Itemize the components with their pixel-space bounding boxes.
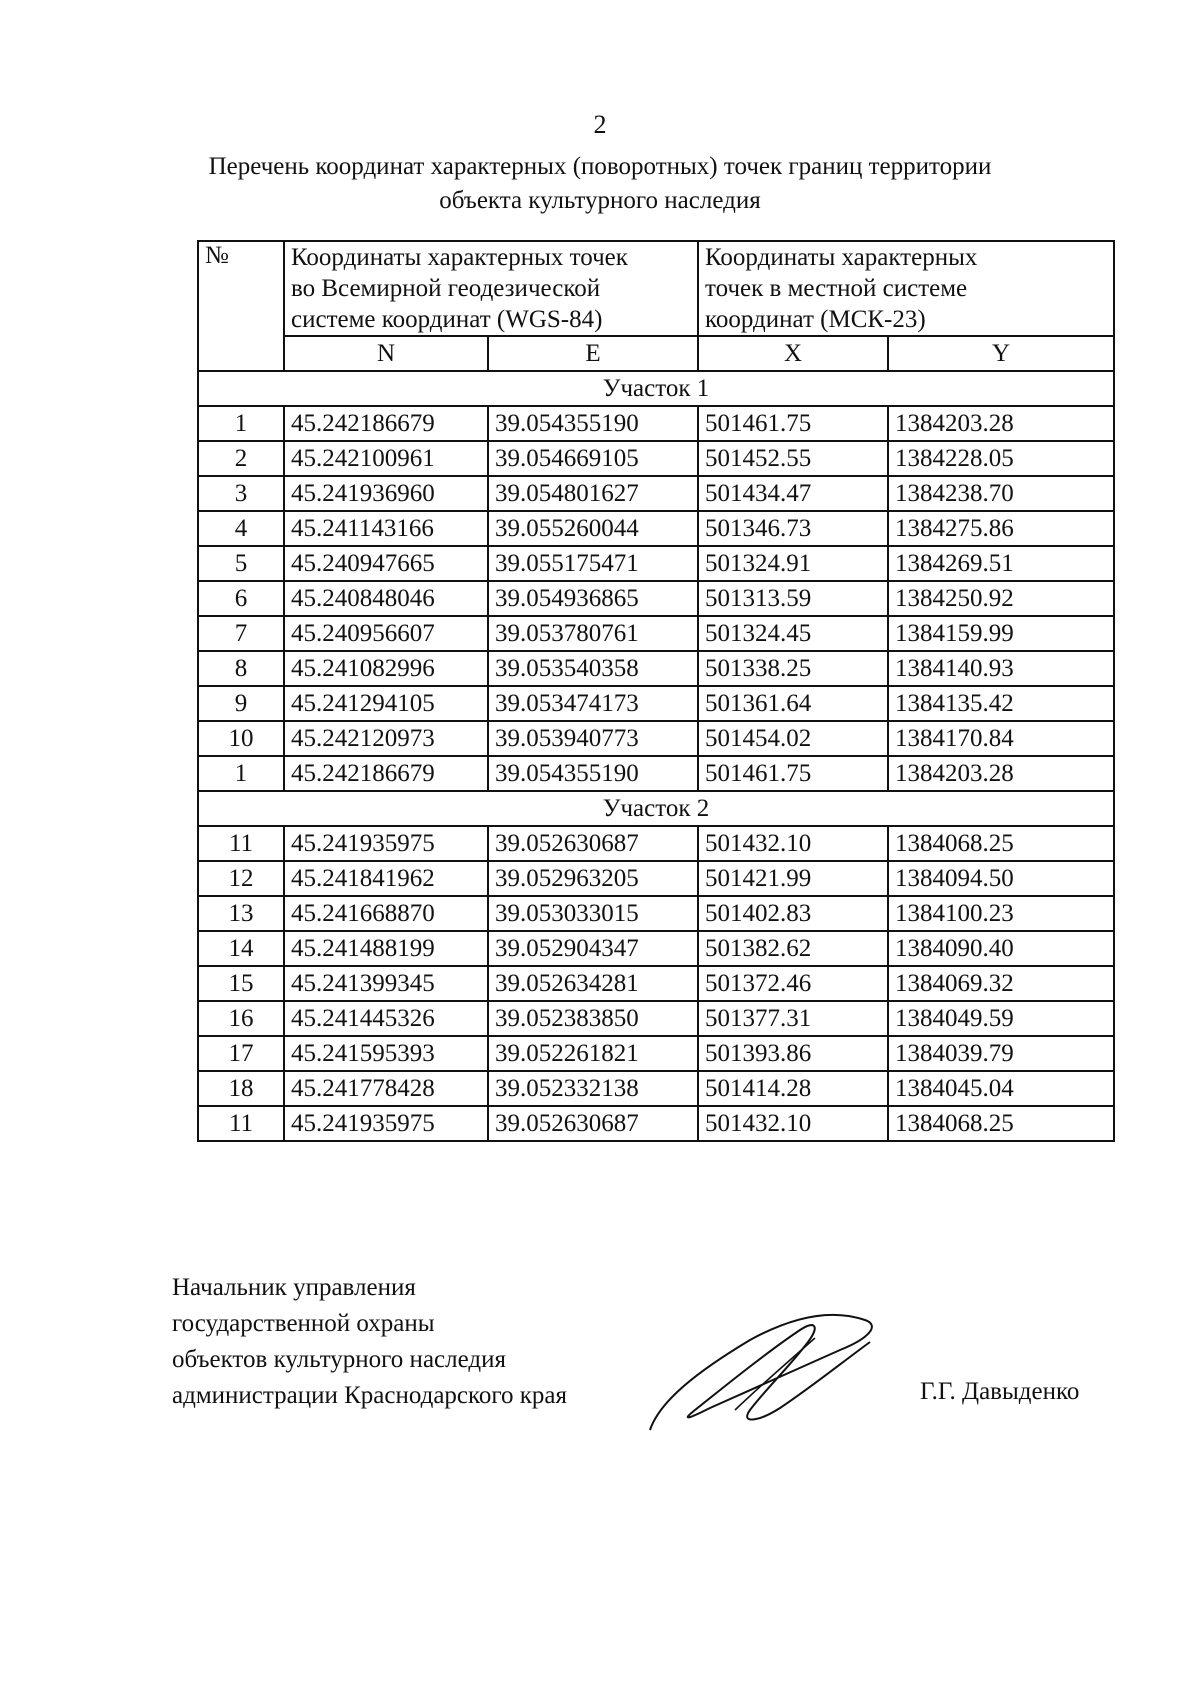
coord-e: 39.052904347 xyxy=(488,931,698,966)
table-row xyxy=(198,511,1114,546)
coord-x: 501432.10 xyxy=(698,1106,888,1141)
coord-n: 45.241778428 xyxy=(284,1071,488,1106)
section-row xyxy=(198,791,1114,826)
signer-name: Г.Г. Давыденко xyxy=(920,1378,1080,1405)
header-e: E xyxy=(488,336,698,371)
coord-y: 1384238.70 xyxy=(888,476,1114,511)
position-line: государственной охраны xyxy=(172,1310,435,1337)
point-number: 9 xyxy=(198,686,284,721)
point-number: 11 xyxy=(198,826,284,861)
point-number: 12 xyxy=(198,861,284,896)
coord-n: 45.241082996 xyxy=(284,651,488,686)
table-row xyxy=(198,476,1114,511)
coord-n: 45.242186679 xyxy=(284,756,488,791)
point-number: 11 xyxy=(198,1106,284,1141)
table-row xyxy=(198,896,1114,931)
coord-x: 501421.99 xyxy=(698,861,888,896)
coord-y: 1384250.92 xyxy=(888,581,1114,616)
point-number: 16 xyxy=(198,1001,284,1036)
position-line: администрации Краснодарского края xyxy=(172,1382,568,1409)
point-number: 3 xyxy=(198,476,284,511)
coordinates-table xyxy=(197,240,1115,1142)
coord-e: 39.054936865 xyxy=(488,581,698,616)
point-number: 6 xyxy=(198,581,284,616)
coord-n: 45.242186679 xyxy=(284,406,488,441)
coord-e: 39.052634281 xyxy=(488,966,698,1001)
coord-e: 39.052261821 xyxy=(488,1036,698,1071)
point-number: 10 xyxy=(198,721,284,756)
header-wgs xyxy=(284,241,698,336)
table-row xyxy=(198,1106,1114,1141)
point-number: 7 xyxy=(198,616,284,651)
table-row xyxy=(198,721,1114,756)
document-title xyxy=(150,150,1050,218)
section-title: Участок 1 xyxy=(198,371,1114,406)
table-row xyxy=(198,931,1114,966)
point-number: 5 xyxy=(198,546,284,581)
coord-x: 501372.46 xyxy=(698,966,888,1001)
coord-e: 39.053474173 xyxy=(488,686,698,721)
coord-e: 39.054355190 xyxy=(488,406,698,441)
coord-y: 1384094.50 xyxy=(888,861,1114,896)
coord-x: 501461.75 xyxy=(698,756,888,791)
point-number: 8 xyxy=(198,651,284,686)
coord-n: 45.241935975 xyxy=(284,826,488,861)
coord-e: 39.053940773 xyxy=(488,721,698,756)
table-row xyxy=(198,1036,1114,1071)
header-msk-line: Координаты характерных xyxy=(705,244,978,271)
point-number: 18 xyxy=(198,1071,284,1106)
coord-y: 1384039.79 xyxy=(888,1036,1114,1071)
coord-y: 1384069.32 xyxy=(888,966,1114,1001)
coord-x: 501461.75 xyxy=(698,406,888,441)
header-wgs-line: системе координат (WGS-84) xyxy=(291,306,603,333)
handwritten-signature xyxy=(640,1290,900,1440)
point-number: 17 xyxy=(198,1036,284,1071)
section-title: Участок 2 xyxy=(198,791,1114,826)
coord-y: 1384100.23 xyxy=(888,896,1114,931)
table-row xyxy=(198,406,1114,441)
table-row xyxy=(198,546,1114,581)
table-row xyxy=(198,756,1114,791)
point-number: 14 xyxy=(198,931,284,966)
signature-block xyxy=(172,1270,567,1414)
coord-e: 39.054355190 xyxy=(488,756,698,791)
coord-x: 501434.47 xyxy=(698,476,888,511)
coord-e: 39.055260044 xyxy=(488,511,698,546)
table-body xyxy=(198,371,1114,1141)
coord-n: 45.241294105 xyxy=(284,686,488,721)
header-wgs-line: Координаты характерных точек xyxy=(291,244,628,271)
coord-e: 39.052332138 xyxy=(488,1071,698,1106)
coord-y: 1384049.59 xyxy=(888,1001,1114,1036)
coord-x: 501414.28 xyxy=(698,1071,888,1106)
coord-y: 1384140.93 xyxy=(888,651,1114,686)
coord-n: 45.241399345 xyxy=(284,966,488,1001)
coord-x: 501402.83 xyxy=(698,896,888,931)
coord-y: 1384269.51 xyxy=(888,546,1114,581)
header-x: X xyxy=(698,336,888,371)
header-msk-line: точек в местной системе xyxy=(705,275,968,302)
header-msk xyxy=(698,241,1114,336)
coord-y: 1384159.99 xyxy=(888,616,1114,651)
coord-x: 501338.25 xyxy=(698,651,888,686)
table-row xyxy=(198,686,1114,721)
point-number: 1 xyxy=(198,406,284,441)
coord-y: 1384068.25 xyxy=(888,826,1114,861)
coord-e: 39.052383850 xyxy=(488,1001,698,1036)
position-line: объектов культурного наследия xyxy=(172,1346,506,1373)
header-y: Y xyxy=(888,336,1114,371)
coord-x: 501382.62 xyxy=(698,931,888,966)
table-row xyxy=(198,581,1114,616)
title-line-1: Перечень координат характерных (поворотных) точек границ территории xyxy=(208,153,992,180)
section-row xyxy=(198,371,1114,406)
coord-y: 1384090.40 xyxy=(888,931,1114,966)
coord-y: 1384045.04 xyxy=(888,1071,1114,1106)
coord-x: 501393.86 xyxy=(698,1036,888,1071)
coord-y: 1384135.42 xyxy=(888,686,1114,721)
coord-x: 501346.73 xyxy=(698,511,888,546)
coord-x: 501324.45 xyxy=(698,616,888,651)
coord-n: 45.241841962 xyxy=(284,861,488,896)
point-number: 1 xyxy=(198,756,284,791)
table-row xyxy=(198,966,1114,1001)
header-msk-line: координат (МСК-23) xyxy=(705,306,926,333)
table-row xyxy=(198,616,1114,651)
coord-n: 45.241445326 xyxy=(284,1001,488,1036)
coord-n: 45.240947665 xyxy=(284,546,488,581)
coord-e: 39.053780761 xyxy=(488,616,698,651)
table-row xyxy=(198,861,1114,896)
coord-y: 1384275.86 xyxy=(888,511,1114,546)
coord-y: 1384203.28 xyxy=(888,756,1114,791)
coord-y: 1384068.25 xyxy=(888,1106,1114,1141)
table-row xyxy=(198,1001,1114,1036)
coord-x: 501454.02 xyxy=(698,721,888,756)
coord-x: 501432.10 xyxy=(698,826,888,861)
coord-e: 39.055175471 xyxy=(488,546,698,581)
coord-n: 45.241935975 xyxy=(284,1106,488,1141)
coord-n: 45.241668870 xyxy=(284,896,488,931)
point-number: 13 xyxy=(198,896,284,931)
table-row xyxy=(198,441,1114,476)
point-number: 4 xyxy=(198,511,284,546)
coord-e: 39.054669105 xyxy=(488,441,698,476)
coord-x: 501324.91 xyxy=(698,546,888,581)
table-row xyxy=(198,651,1114,686)
page-number: 2 xyxy=(593,110,607,139)
coord-e: 39.053033015 xyxy=(488,896,698,931)
coord-n: 45.241143166 xyxy=(284,511,488,546)
coord-n: 45.242100961 xyxy=(284,441,488,476)
header-number: № xyxy=(198,241,284,371)
coord-x: 501452.55 xyxy=(698,441,888,476)
coord-y: 1384228.05 xyxy=(888,441,1114,476)
coord-n: 45.241936960 xyxy=(284,476,488,511)
point-number: 2 xyxy=(198,441,284,476)
coord-e: 39.053540358 xyxy=(488,651,698,686)
coord-n: 45.242120973 xyxy=(284,721,488,756)
coord-x: 501361.64 xyxy=(698,686,888,721)
point-number: 15 xyxy=(198,966,284,1001)
coord-e: 39.052630687 xyxy=(488,826,698,861)
coord-n: 45.240848046 xyxy=(284,581,488,616)
header-wgs-line: во Всемирной геодезической xyxy=(291,275,601,302)
header-n: N xyxy=(284,336,488,371)
position-line: Начальник управления xyxy=(172,1274,416,1301)
coord-e: 39.054801627 xyxy=(488,476,698,511)
coord-n: 45.240956607 xyxy=(284,616,488,651)
table-row xyxy=(198,1071,1114,1106)
coord-x: 501313.59 xyxy=(698,581,888,616)
coord-e: 39.052963205 xyxy=(488,861,698,896)
coord-y: 1384170.84 xyxy=(888,721,1114,756)
coord-e: 39.052630687 xyxy=(488,1106,698,1141)
coord-n: 45.241595393 xyxy=(284,1036,488,1071)
title-line-2: объекта культурного наследия xyxy=(439,187,761,214)
coord-x: 501377.31 xyxy=(698,1001,888,1036)
table-row xyxy=(198,826,1114,861)
coord-n: 45.241488199 xyxy=(284,931,488,966)
coord-y: 1384203.28 xyxy=(888,406,1114,441)
